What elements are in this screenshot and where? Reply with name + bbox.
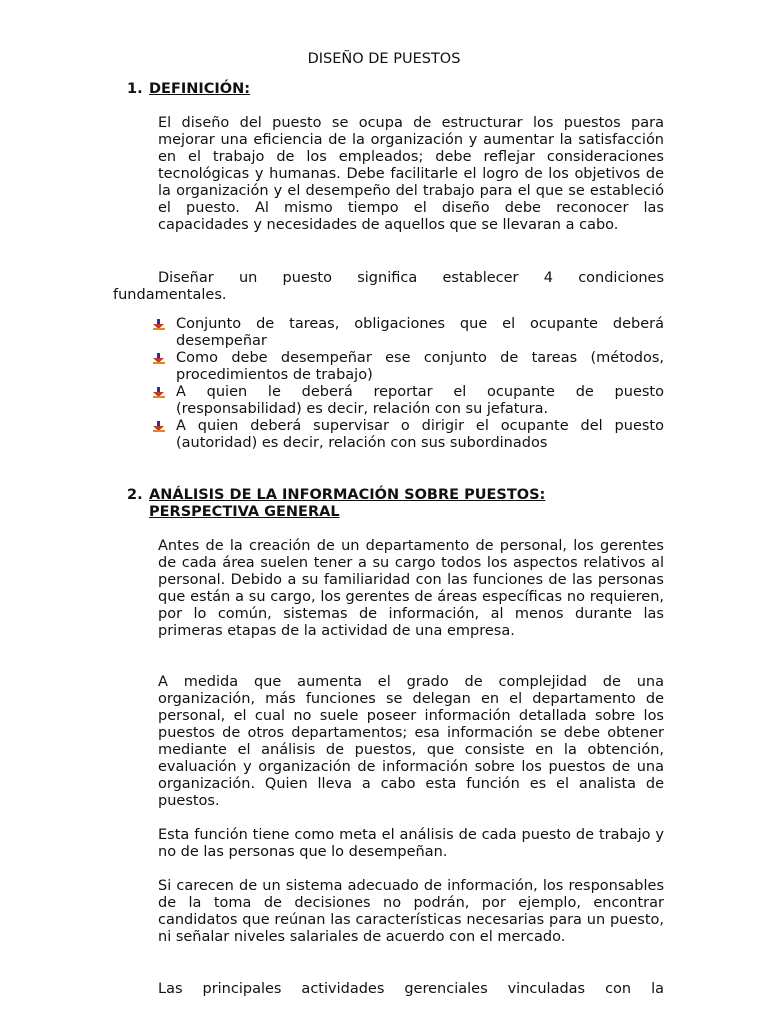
list-item — [153, 384, 664, 418]
conditions-intro-paragraph — [113, 270, 664, 304]
arrow-bullet-icon — [153, 421, 165, 432]
list-item — [153, 316, 664, 350]
analysis-paragraph-1: Antes de la creación de un departamento de personal, los gerentes de cada área suelen tener a su cargo todos los aspectos relativos al personal. Debido a su familiaridad con las funciones de las personas que están a su cargo, los gerentes de áreas específicas no requieren, por lo común, sistemas de información, al menos durante las primeras etapas de la actividad de una empresa. — [158, 538, 664, 639]
section-1-title: DEFINICIÓN: — [149, 81, 251, 97]
section-1-heading — [127, 81, 250, 98]
definition-paragraph: El diseño del puesto se ocupa de estructurar los puestos para mejorar una eficiencia de la organización y aumentar la satisfacción en el trabajo de los empleados; debe reflejar consideraciones tecnológicas y humanas. Debe facilitarle el logro de los objetivos de la organización y el desempeño del trabajo para el que se estableció el puesto. Al mismo tiempo el diseño debe reconocer las capacidades y necesidades de aquellos que se llevaran a cabo. — [158, 115, 664, 233]
list-item — [153, 418, 664, 452]
section-2-heading — [127, 487, 545, 521]
section-2-title-line2: PERSPECTIVA GENERAL — [149, 504, 340, 520]
bullet-text: A quien deberá supervisar o dirigir el ocupante del puesto (autoridad) es decir, relación con sus subordinados — [176, 418, 664, 451]
analysis-paragraph-2: A medida que aumenta el grado de complejidad de una organización, más funciones se delegan en el departamento de personal, el cual no suele poseer información detallada sobre los puestos de otros departamentos; esa información se debe obtener mediante el análisis de puestos, que consiste en la obtención, evaluación y organización de información sobre los puestos de una organización. Quien lleva a cabo esta función es el analista de puestos. — [158, 674, 664, 809]
bullet-text: A quien le deberá reportar el ocupante de puesto (responsabilidad) es decir, relación con su jefatura. — [176, 384, 664, 417]
arrow-bullet-icon — [153, 319, 165, 330]
section-1-number: 1. — [127, 81, 143, 97]
arrow-bullet-icon — [153, 387, 165, 398]
bullet-text: Como debe desempeñar ese conjunto de tareas (métodos, procedimientos de trabajo) — [176, 350, 664, 383]
bullet-text: Conjunto de tareas, obligaciones que el ocupante deberá desempeñar — [176, 316, 664, 349]
conditions-intro-line1: Diseñar un puesto significa establecer 4 condiciones — [158, 270, 664, 286]
analysis-paragraph-4: Si carecen de un sistema adecuado de información, los responsables de la toma de decisiones no podrán, por ejemplo, encontrar candidatos que reúnan las características necesarias para un puesto, ni señalar niveles salariales de acuerdo con el mercado. — [158, 878, 664, 945]
section-2-title-line1: ANÁLISIS DE LA INFORMACIÓN SOBRE PUESTOS: — [149, 487, 546, 503]
list-item — [153, 350, 664, 384]
analysis-paragraph-3: Esta función tiene como meta el análisis de cada puesto de trabajo y no de las personas que lo desempeñan. — [158, 827, 664, 860]
conditions-intro-line2: fundamentales. — [113, 287, 227, 303]
section-2-number: 2. — [127, 487, 143, 503]
arrow-bullet-icon — [153, 353, 165, 364]
analysis-paragraph-5: Las principales actividades gerenciales vinculadas con la — [158, 981, 664, 997]
conditions-list — [153, 316, 664, 452]
document-title: DISEÑO DE PUESTOS — [307, 51, 461, 67]
